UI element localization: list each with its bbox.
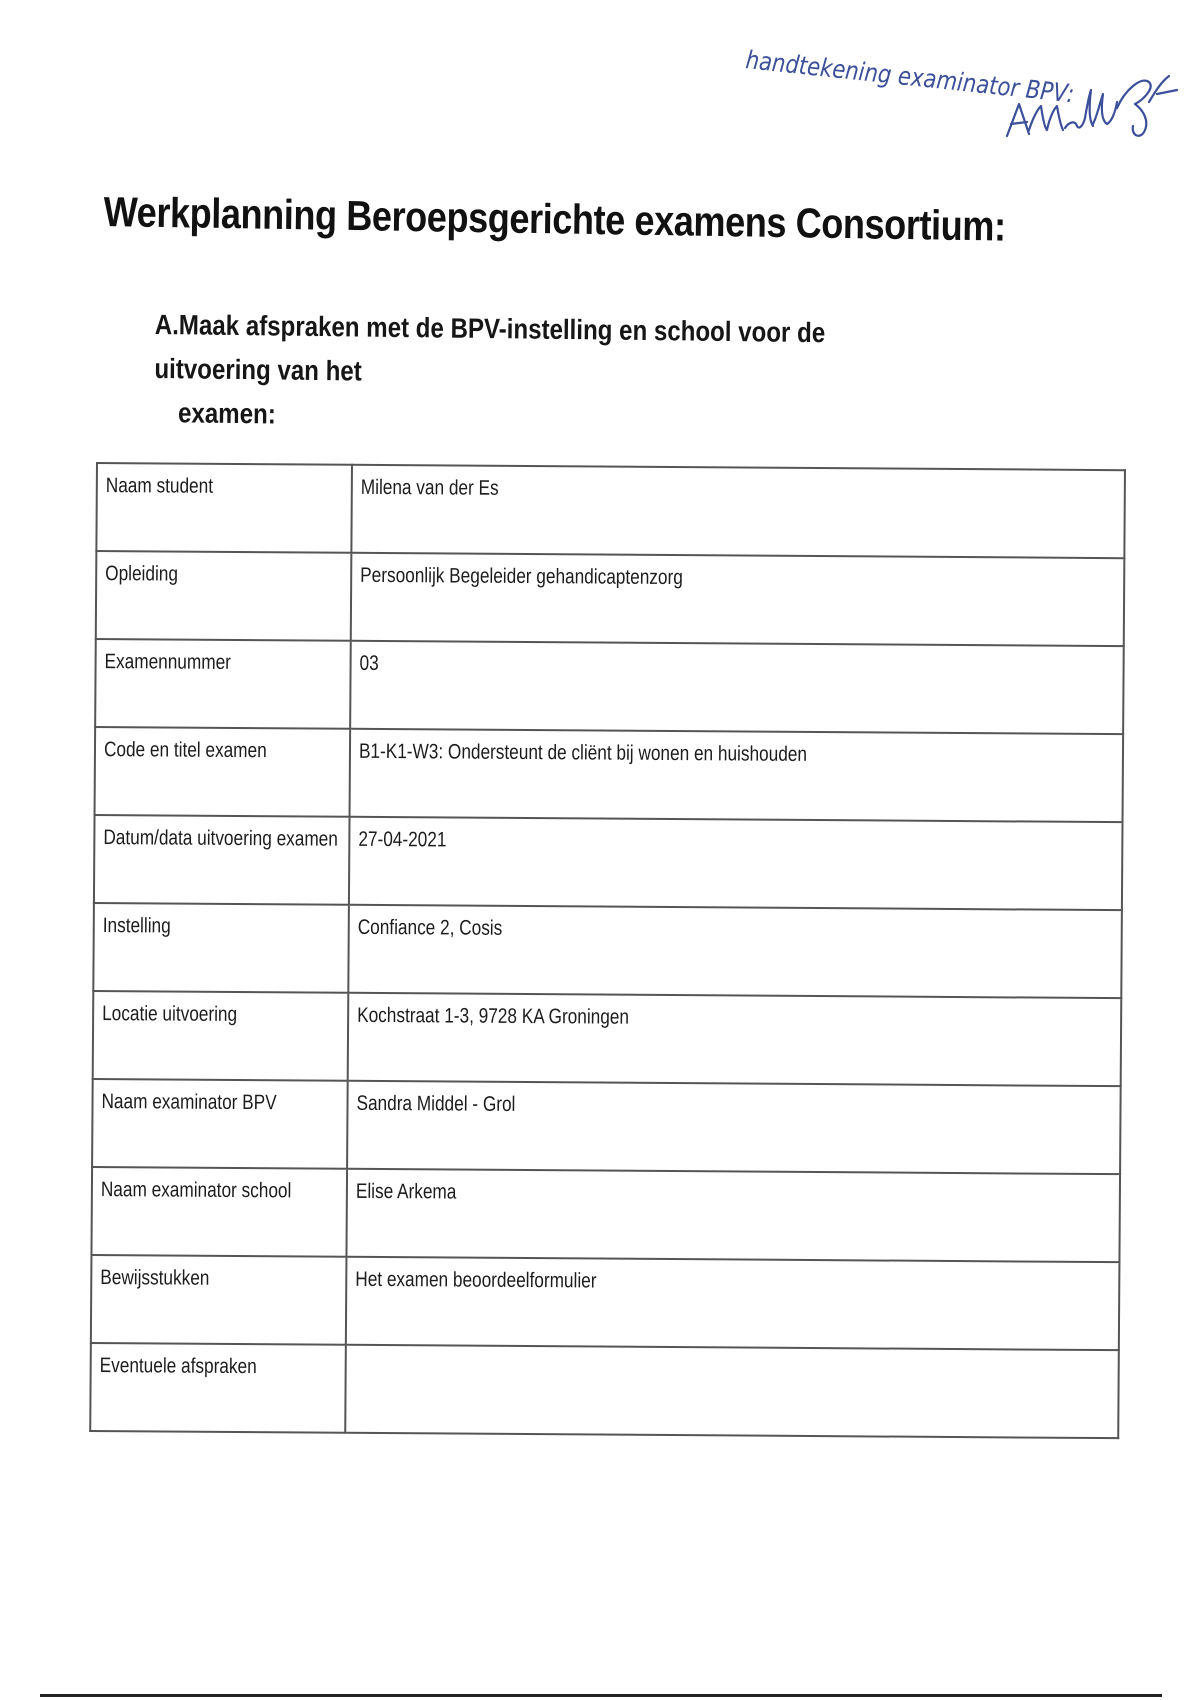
table-row — [95, 727, 1124, 822]
field-label: Instelling — [102, 914, 171, 938]
field-value-cell — [346, 1257, 1120, 1350]
handwritten-signature-note — [745, 30, 1185, 150]
field-value: Persoonlijk Begeleider gehandicaptenzorg — [360, 563, 683, 590]
field-label: Opleiding — [105, 562, 179, 586]
table-row — [92, 1079, 1121, 1174]
field-value-cell — [351, 465, 1125, 558]
field-label: Datum/data uitvoering examen — [103, 826, 338, 851]
field-value: Kochstraat 1-3, 9728 KA Groningen — [357, 1003, 630, 1029]
field-label-cell — [95, 727, 351, 817]
table-row — [90, 1343, 1119, 1438]
field-label: Examennummer — [104, 650, 232, 674]
section-heading-line1: Maak afspraken met de BPV-instelling en school voor de uitvoering van het — [154, 309, 826, 387]
table-row — [96, 463, 1125, 558]
table-row — [94, 815, 1123, 910]
field-value: Sandra Middel - Grol — [356, 1091, 516, 1116]
field-label-cell — [95, 639, 351, 729]
field-label-cell — [92, 1079, 348, 1169]
field-value-cell — [348, 905, 1122, 998]
document-title: Werkplanning Beroepsgerichte examens Consortium: — [103, 188, 1006, 250]
field-label: Locatie uitvoering — [102, 1002, 238, 1026]
field-label-cell — [96, 463, 352, 553]
field-value: 03 — [359, 651, 379, 675]
field-label: Naam examinator BPV — [101, 1090, 277, 1115]
field-value-cell — [351, 553, 1125, 646]
section-letter: A. — [154, 308, 180, 341]
exam-form-table — [89, 462, 1126, 1439]
table-row — [91, 1255, 1120, 1350]
field-value-cell — [350, 641, 1124, 734]
field-value: Het examen beoordeelformulier — [355, 1267, 597, 1293]
table-row — [93, 903, 1122, 998]
field-label-cell — [94, 815, 350, 905]
field-value-cell — [349, 817, 1123, 910]
field-label-cell — [91, 1255, 347, 1345]
field-label: Naam student — [105, 474, 214, 498]
field-value-cell — [348, 993, 1122, 1086]
section-heading-line2: examen: — [177, 397, 276, 430]
field-label-cell — [93, 991, 349, 1081]
table-row — [93, 991, 1122, 1086]
field-value-cell — [345, 1345, 1119, 1438]
field-label: Code en titel examen — [103, 738, 267, 763]
table-row — [91, 1167, 1120, 1262]
field-label: Naam examinator school — [100, 1178, 292, 1203]
field-value: 27-04-2021 — [358, 827, 447, 852]
signature-text: A.M.Middel-Grol — [1007, 150, 1015, 151]
table-row — [96, 551, 1125, 646]
field-label-cell — [96, 551, 352, 641]
field-label-cell — [91, 1167, 347, 1257]
field-label: Bewijsstukken — [100, 1266, 210, 1290]
field-value-cell — [350, 729, 1124, 822]
page-bottom-rule — [40, 1694, 1162, 1697]
section-heading — [154, 303, 860, 444]
field-label-cell — [90, 1343, 346, 1433]
table-row — [95, 639, 1124, 734]
field-label-cell — [93, 903, 349, 993]
field-value: B1-K1-W3: Ondersteunt de cliënt bij wonen en huishouden — [358, 739, 808, 766]
exam-form-body — [90, 463, 1125, 1438]
field-value-cell — [346, 1169, 1120, 1262]
field-label: Eventuele afspraken — [99, 1354, 257, 1379]
field-value: Milena van der Es — [360, 475, 499, 500]
field-value: Confiance 2, Cosis — [357, 915, 503, 940]
field-value-cell — [347, 1081, 1121, 1174]
handwritten-note-text: handtekening examinator BPV: — [744, 45, 1135, 115]
signature-icon — [745, 30, 1185, 150]
field-value: Elise Arkema — [355, 1179, 457, 1204]
